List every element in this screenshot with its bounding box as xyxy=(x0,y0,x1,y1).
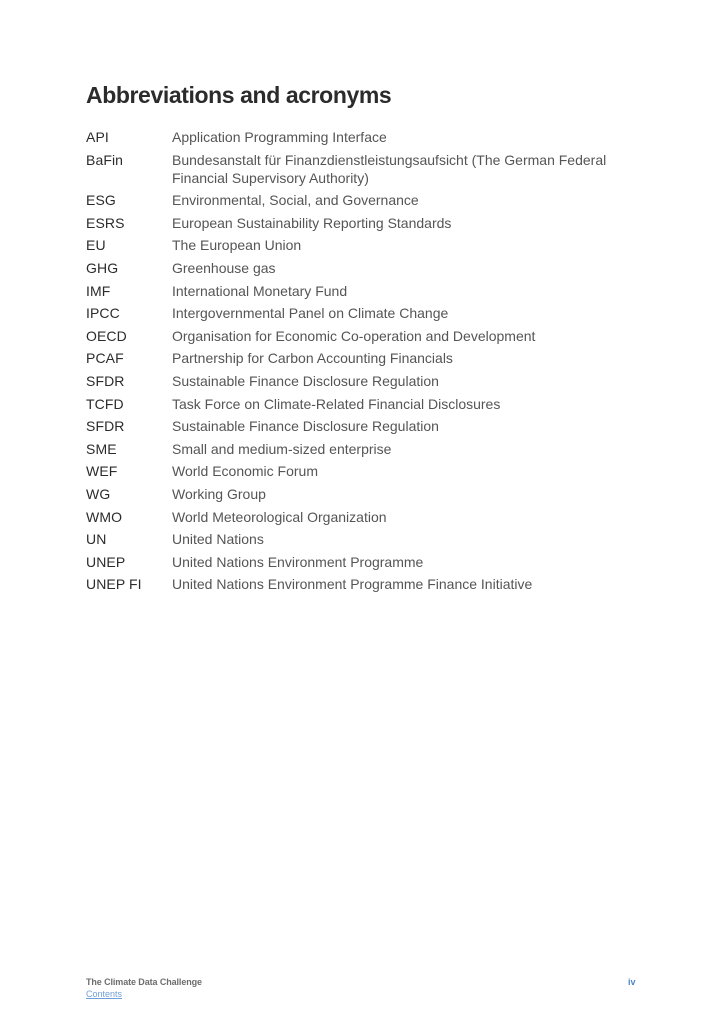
abbreviation-definition: The European Union xyxy=(172,237,302,254)
abbreviation-row xyxy=(86,191,646,209)
abbreviation-term: IMF xyxy=(86,282,111,299)
abbreviation-row xyxy=(86,282,646,300)
abbreviation-row xyxy=(86,508,646,526)
abbreviation-row xyxy=(86,395,646,413)
abbreviation-term: BaFin xyxy=(86,151,124,168)
abbreviation-row xyxy=(86,372,646,390)
abbreviation-definition: United Nations Environment Programme xyxy=(172,553,424,570)
abbreviation-definition: Greenhouse gas xyxy=(172,259,276,276)
abbreviation-definition: International Monetary Fund xyxy=(172,282,348,299)
abbreviation-row xyxy=(86,485,646,503)
abbreviation-definition: Intergovernmental Panel on Climate Change xyxy=(172,305,449,322)
abbreviation-definition: Task Force on Climate-Related Financial Disclosures xyxy=(172,395,501,412)
abbreviation-definition: Sustainable Finance Disclosure Regulation xyxy=(172,418,439,435)
abbreviation-term: UNEP FI xyxy=(86,576,142,593)
abbreviation-term: UNEP xyxy=(86,553,126,570)
abbreviation-row xyxy=(86,304,646,322)
page-number: iv xyxy=(628,977,636,987)
abbreviation-term: PCAF xyxy=(86,350,124,367)
abbreviation-term: ESRS xyxy=(86,214,125,231)
abbreviation-row xyxy=(86,349,646,367)
abbreviation-definition: Sustainable Finance Disclosure Regulation xyxy=(172,372,439,389)
abbreviation-row xyxy=(86,236,646,254)
abbreviation-term: SFDR xyxy=(86,418,125,435)
abbreviation-term: TCFD xyxy=(86,395,124,412)
abbreviation-row xyxy=(86,553,646,571)
abbreviation-row xyxy=(86,417,646,435)
abbreviation-definition: Working Group xyxy=(172,485,266,502)
abbreviation-term: WG xyxy=(86,485,111,502)
abbreviation-definition: Application Programming Interface xyxy=(172,129,387,145)
abbreviation-term: SME xyxy=(86,440,117,457)
abbreviation-row xyxy=(86,462,646,480)
contents-link[interactable]: Contents xyxy=(86,989,123,999)
abbreviation-term: WEF xyxy=(86,463,118,480)
abbreviation-term: OECD xyxy=(86,327,127,344)
abbreviation-row xyxy=(86,128,646,146)
abbreviation-row xyxy=(86,575,646,593)
footer-document-title: The Climate Data Challenge xyxy=(86,977,202,987)
abbreviation-definition: Environmental, Social, and Governance xyxy=(172,192,419,209)
abbreviation-row xyxy=(86,214,646,232)
abbreviation-definition: World Economic Forum xyxy=(172,463,319,480)
abbreviation-row xyxy=(86,259,646,277)
abbreviation-definition: Small and medium-sized enterprise xyxy=(172,440,392,457)
abbreviation-list xyxy=(86,128,646,598)
abbreviation-definition: Partnership for Carbon Accounting Financials xyxy=(172,350,453,367)
abbreviation-definition: Organisation for Economic Co-operation and Development xyxy=(172,327,536,344)
abbreviation-definition: United Nations xyxy=(172,531,264,548)
abbreviation-term: ESG xyxy=(86,192,116,209)
abbreviation-definition: United Nations Environment Programme Finance Initiative xyxy=(172,576,533,593)
abbreviation-term: API xyxy=(86,129,109,145)
abbreviation-row xyxy=(86,530,646,548)
abbreviation-term: EU xyxy=(86,237,106,254)
abbreviation-term: IPCC xyxy=(86,305,120,322)
abbreviation-definition: Bundesanstalt für Finanzdienstleistungsaufsicht (The German Federal Financial Supervisory Authority) xyxy=(172,151,607,186)
abbreviation-term: WMO xyxy=(86,508,123,525)
page-title: Abbreviations and acronyms xyxy=(86,82,392,108)
abbreviation-row xyxy=(86,151,646,187)
abbreviation-row xyxy=(86,440,646,458)
abbreviation-row xyxy=(86,327,646,345)
abbreviation-term: GHG xyxy=(86,259,119,276)
abbreviation-term: UN xyxy=(86,531,107,548)
abbreviation-definition: European Sustainability Reporting Standards xyxy=(172,214,452,231)
abbreviation-definition: World Meteorological Organization xyxy=(172,508,387,525)
abbreviation-term: SFDR xyxy=(86,372,125,389)
